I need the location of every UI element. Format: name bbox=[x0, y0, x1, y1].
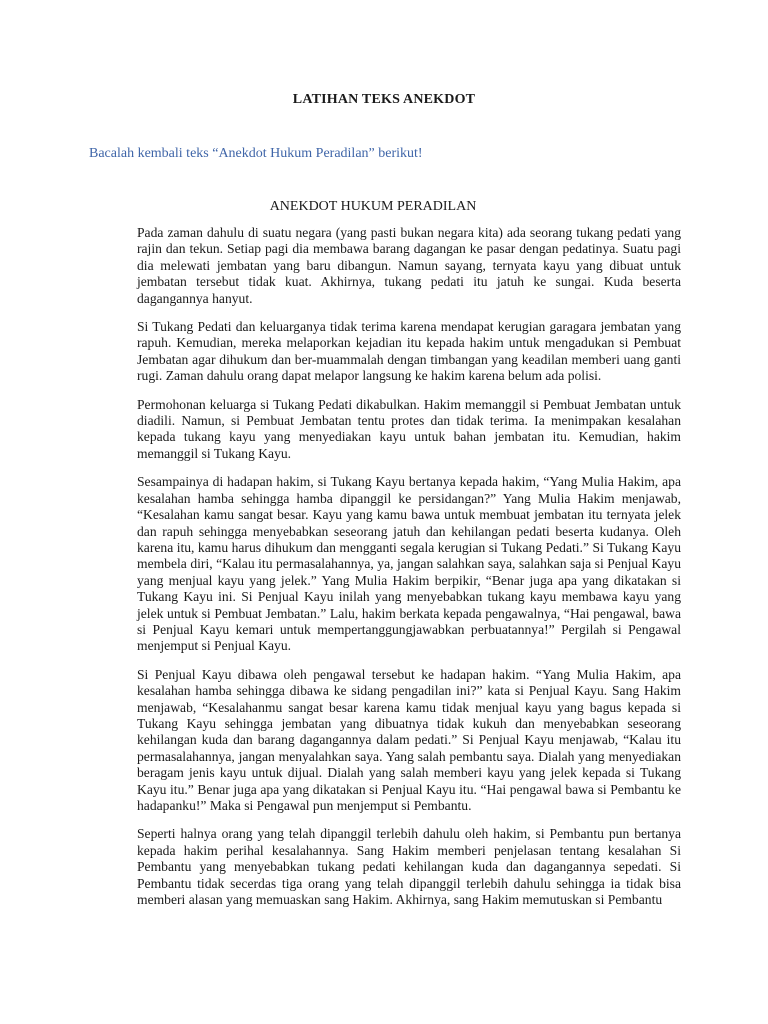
document-title: LATIHAN TEKS ANEKDOT bbox=[292, 92, 476, 107]
instruction-text: Bacalah kembali teks “Anekdot Hukum Peradilan” berikut! bbox=[89, 146, 423, 161]
paragraph-4: Sesampainya di hadapan hakim, si Tukang Kayu bertanya kepada hakim, “Yang Mulia Hakim, apa kesalahan hamba sehingga hamba dipanggil ke persidangan?” Yang Mulia Hakim menjawab, “Kesalahan kamu sangat besar. Kayu yang kamu bawa untuk membuat jembatan itu ternyata jelek dan rapuh sehingga menyebabkan seseorang jatuh dan kehilangan pedati beserta kudanya. Oleh karena itu, kamu harus dihukum dan mengganti segala kerugian si Tukang Pedati.” Si Tukang Kayu membela diri, “Kalau itu permasalahannya, ya, jangan salahkan saya, salahkan saja si Penjual Kayu yang menjual kayu yang jelek.” Yang Mulia Hakim berpikir, “Benar juga apa yang dikatakan si Tukang Kayu ini. Si Penjual Kayu inilah yang menyebabkan tukang kayu membawa kayu yang jelek untuk si Pembuat Jembatan.” Lalu, hakim berkata kepada pengawalnya, “Hai pengawal, bawa si Penjual Kayu kemari untuk mempertanggungjawabkan perbuatannya!” Pergilah si Pengawal menjemput si Penjual Kayu. bbox=[137, 474, 681, 654]
paragraph-3: Permohonan keluarga si Tukang Pedati dikabulkan. Hakim memanggil si Pembuat Jembatan untuk diadili. Namun, si Pembuat Jembatan tentu protes dan tidak terima. Ia menimpakan kesalahan kepada tukang kayu yang menyediakan kayu untuk bahan jembatan itu. Kemudian, hakim memanggil si Tukang Kayu. bbox=[137, 396, 681, 461]
paragraph-2: Si Tukang Pedati dan keluarganya tidak terima karena mendapat kerugian garagara jembatan yang rapuh. Kemudian, mereka melaporkan kejadian itu kepada hakim untuk mengadukan si Pembuat Jembatan agar dihukum dan ber-muammalah dengan timbangan yang keadilan memberi uang ganti rugi. Zaman dahulu orang dapat melapor langsung ke hakim karena belum ada polisi. bbox=[137, 319, 681, 384]
paragraph-1: Pada zaman dahulu di suatu negara (yang pasti bukan negara kita) ada seorang tukang pedati yang rajin dan tekun. Setiap pagi dia membawa barang dagangan ke pasar dengan pedatinya. Suatu pagi dia melewati jembatan yang baru dibangun. Namun sayang, ternyata kayu yang dibuat untuk jembatan tersebut tidak kuat. Akhirnya, tukang pedati itu jatuh ke sungai. Kuda beserta dagangannya hanyut. bbox=[137, 225, 681, 306]
paragraph-5: Si Penjual Kayu dibawa oleh pengawal tersebut ke hadapan hakim. “Yang Mulia Hakim, apa kesalahan hamba sehingga dibawa ke sidang pengadilan ini?” kata si Penjual Kayu. Sang Hakim menjawab, “Kesalahanmu sangat besar karena kamu tidak menjual kayu yang bagus kepada si Tukang Kayu sehingga jembatan yang dibuatnya tidak kukuh dan menyebabkan seseorang kehilangan kuda dan barang dagangannya dalam pedati.” Si Penjual Kayu menjawab, “Kalau itu permasalahannya, jangan menyalahkan saya. Yang salah pembantu saya. Dialah yang menyediakan beragam jenis kayu untuk dijual. Dialah yang salah memberi kayu yang jelek kepada si Tukang Kayu itu.” Benar juga apa yang dikatakan si Penjual Kayu itu. “Hai pengawal bawa si Pembantu ke hadapanku!” Maka si Pengawal pun menjemput si Pembantu. bbox=[137, 666, 681, 813]
story-title: ANEKDOT HUKUM PERADILAN bbox=[269, 199, 477, 214]
paragraph-6: Seperti halnya orang yang telah dipanggil terlebih dahulu oleh hakim, si Pembantu pun bertanya kepada hakim perihal kesalahannya. Sang Hakim memberi penjelasan tentang kesalahan Si Pembantu yang menyebabkan tukang pedati kehilangan kuda dan dagangannya sepedati. Si Pembantu tidak secerdas tiga orang yang telah dipanggil terlebih dahulu sehingga ia tidak bisa memberi alasan yang memuaskan sang Hakim. Akhirnya, sang Hakim memutuskan si Pembantu bbox=[137, 826, 681, 908]
story-body bbox=[137, 225, 681, 920]
